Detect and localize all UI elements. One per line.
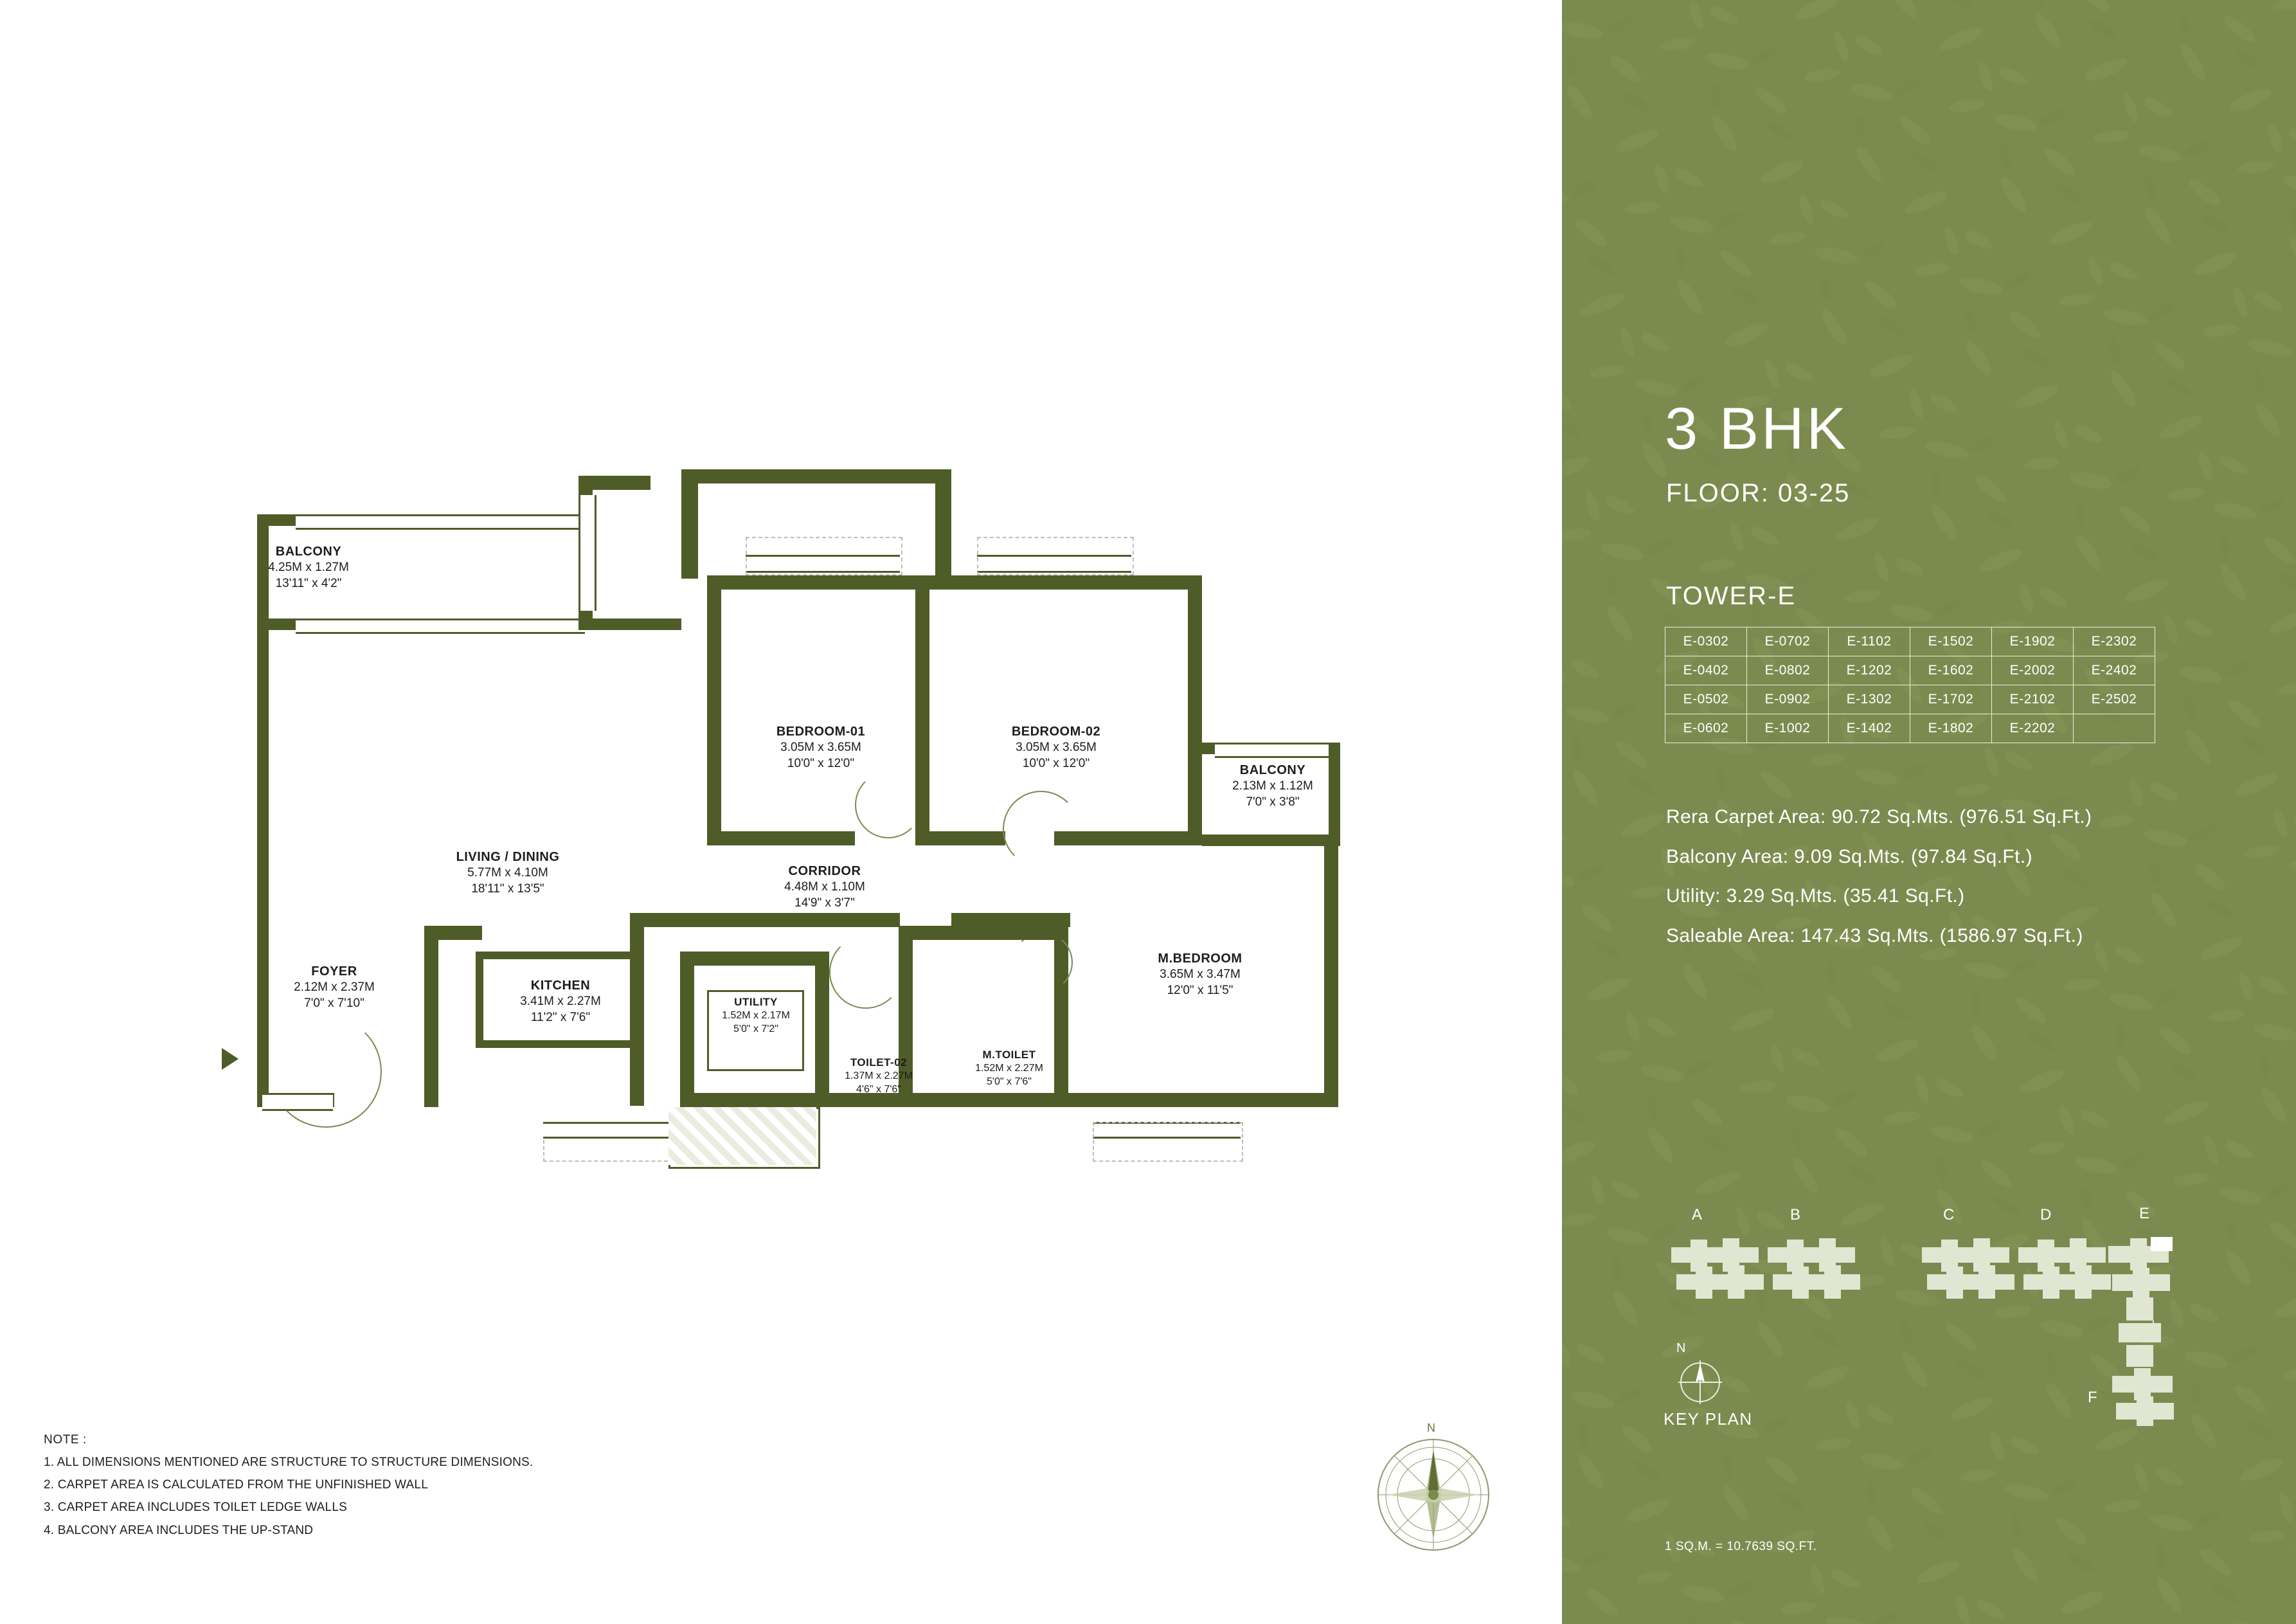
unit-cell[interactable]: E-0802 <box>1747 656 1829 685</box>
keyplan-north-label: N <box>1676 1341 1686 1355</box>
unit-cell[interactable]: E-0702 <box>1747 627 1829 656</box>
table-row <box>1665 656 2155 685</box>
wall <box>935 469 951 579</box>
room-label-bedroom-01: BEDROOM-01 3.05M x 3.65M 10'0" x 12'0" <box>776 725 866 770</box>
room-label-balcony-1: BALCONY 4.25M x 1.27M 13'11" x 4'2" <box>268 545 349 590</box>
area-utility: Utility: 3.29 Sq.Mts. (35.41 Sq.Ft.) <box>1666 885 1965 907</box>
room-label-kitchen: KITCHEN 3.41M x 2.27M 11'2" x 7'6" <box>520 979 601 1024</box>
unit-cell-empty <box>2074 714 2155 743</box>
counter <box>476 952 483 1048</box>
unit-cell[interactable]: E-0502 <box>1665 685 1747 714</box>
room-label-corridor: CORRIDOR 4.48M x 1.10M 14'9" x 3'7" <box>784 864 865 910</box>
room-label-living-dining: LIVING / DINING 5.77M x 4.10M 18'11" x 13'5" <box>456 850 560 896</box>
keyplan-block-b-label: B <box>1790 1206 1801 1223</box>
wall <box>1324 835 1338 1105</box>
table-row <box>1665 627 2155 656</box>
wall <box>257 618 269 1107</box>
unit-cell[interactable]: E-2002 <box>1992 656 2074 685</box>
unit-cell[interactable]: E-1002 <box>1747 714 1829 743</box>
door-swing <box>1012 932 1073 993</box>
unit-cell[interactable]: E-1602 <box>1910 656 1992 685</box>
room-label-foyer: FOYER 2.12M x 2.37M 7'0" x 7'10" <box>294 964 375 1010</box>
door-swing <box>855 771 922 838</box>
window <box>1215 743 1337 758</box>
unit-cell[interactable]: E-0402 <box>1665 656 1747 685</box>
unit-cell[interactable]: E-1702 <box>1910 685 1992 714</box>
keyplan-block-c-label: C <box>1943 1206 1955 1223</box>
wall <box>707 831 855 845</box>
window <box>296 618 585 634</box>
shaft-hatch <box>668 1107 816 1165</box>
unit-cell[interactable]: E-2302 <box>2074 627 2155 656</box>
north-arrow-icon <box>1665 1344 1735 1414</box>
unit-number-table <box>1665 627 2155 743</box>
note-line-1: 1. ALL DIMENSIONS MENTIONED ARE STRUCTURE TO STRUCTURE DIMENSIONS. <box>44 1456 534 1470</box>
page-title: 3 BHK <box>1665 396 1849 462</box>
unit-cell[interactable]: E-2502 <box>2074 685 2155 714</box>
window-swing <box>746 537 902 575</box>
door-swing <box>829 935 902 1009</box>
table-row <box>1665 714 2155 743</box>
unit-cell[interactable]: E-0302 <box>1665 627 1747 656</box>
wall <box>899 926 1066 940</box>
keyplan-block-a-label: A <box>1692 1206 1703 1223</box>
entry-door-swing <box>270 1016 382 1128</box>
keyplan-block-d-label: D <box>2040 1206 2052 1223</box>
tower-label: TOWER-E <box>1666 582 1797 610</box>
room-label-m-toilet: M.TOILET 1.52M x 2.27M 5'0" x 7'6" <box>975 1049 1043 1087</box>
counter <box>476 952 633 959</box>
window <box>296 514 585 530</box>
compass-rose-icon <box>1363 1421 1504 1565</box>
wall <box>707 575 721 845</box>
unit-cell[interactable]: E-0602 <box>1665 714 1747 743</box>
room-label-toilet-02: TOILET-02 1.37M x 2.27M 4'6" x 7'6" <box>845 1056 913 1095</box>
window <box>578 495 596 611</box>
wall <box>578 476 650 490</box>
door-swing <box>1003 791 1079 867</box>
unit-cell[interactable]: E-1502 <box>1910 627 1992 656</box>
wall <box>424 926 438 1107</box>
info-panel <box>1562 0 2296 1624</box>
table-row <box>1665 685 2155 714</box>
unit-cell[interactable]: E-1102 <box>1829 627 1910 656</box>
wall <box>424 926 482 940</box>
note-line-3: 3. CARPET AREA INCLUDES TOILET LEDGE WALLS <box>44 1501 347 1515</box>
keyplan-block-e-label: E <box>2139 1205 2150 1222</box>
unit-conversion-note: 1 SQ.M. = 10.7639 SQ.FT. <box>1665 1540 1817 1553</box>
room-label-bedroom-02: BEDROOM-02 3.05M x 3.65M 10'0" x 12'0" <box>1011 725 1101 770</box>
wall <box>1202 835 1340 846</box>
unit-cell[interactable]: E-2202 <box>1992 714 2074 743</box>
window-swing <box>1093 1122 1243 1162</box>
wall <box>951 913 1070 927</box>
unit-cell[interactable]: E-1402 <box>1829 714 1910 743</box>
area-saleable: Saleable Area: 147.43 Sq.Mts. (1586.97 Sq.Ft.) <box>1666 925 2083 946</box>
window-swing <box>977 537 1134 575</box>
unit-cell[interactable]: E-2102 <box>1992 685 2074 714</box>
room-label-utility: UTILITY 1.52M x 2.17M 5'0" x 7'2" <box>722 996 790 1034</box>
key-plan-title: KEY PLAN <box>1664 1409 1753 1429</box>
unit-cell[interactable]: E-1202 <box>1829 656 1910 685</box>
wall <box>680 952 828 966</box>
unit-cell[interactable]: E-1802 <box>1910 714 1992 743</box>
floor-range-label: FLOOR: 03-25 <box>1666 479 1851 507</box>
unit-cell[interactable]: E-2402 <box>2074 656 2155 685</box>
note-heading: NOTE : <box>44 1433 87 1447</box>
area-summary <box>1666 797 2092 955</box>
wall <box>1118 1093 1338 1107</box>
wall <box>630 913 900 927</box>
unit-cell[interactable]: E-1302 <box>1829 685 1910 714</box>
wall <box>915 831 1005 845</box>
area-balcony: Balcony Area: 9.09 Sq.Mts. (97.84 Sq.Ft.) <box>1666 845 2033 867</box>
unit-cell[interactable]: E-1902 <box>1992 627 2074 656</box>
wall <box>707 575 1202 590</box>
room-label-m-bedroom: M.BEDROOM 3.65M x 3.47M 12'0" x 11'5" <box>1158 952 1242 997</box>
wall <box>681 469 951 483</box>
note-line-4: 4. BALCONY AREA INCLUDES THE UP-STAND <box>44 1523 314 1537</box>
note-line-2: 2. CARPET AREA IS CALCULATED FROM THE UNFINISHED WALL <box>44 1478 428 1492</box>
keyplan-block-f-label: F <box>2088 1389 2097 1406</box>
note-block <box>44 1429 533 1542</box>
compass-north-label: N <box>1427 1421 1435 1434</box>
entry-arrow-icon <box>222 1048 238 1070</box>
counter <box>476 1040 633 1048</box>
room-label-balcony-2: BALCONY 2.13M x 1.12M 7'0" x 3'8" <box>1232 763 1313 809</box>
wall <box>681 469 698 579</box>
area-rera-carpet: Rera Carpet Area: 90.72 Sq.Mts. (976.51 Sq.Ft.) <box>1666 806 2092 827</box>
unit-cell[interactable]: E-0902 <box>1747 685 1829 714</box>
window <box>543 1122 685 1139</box>
